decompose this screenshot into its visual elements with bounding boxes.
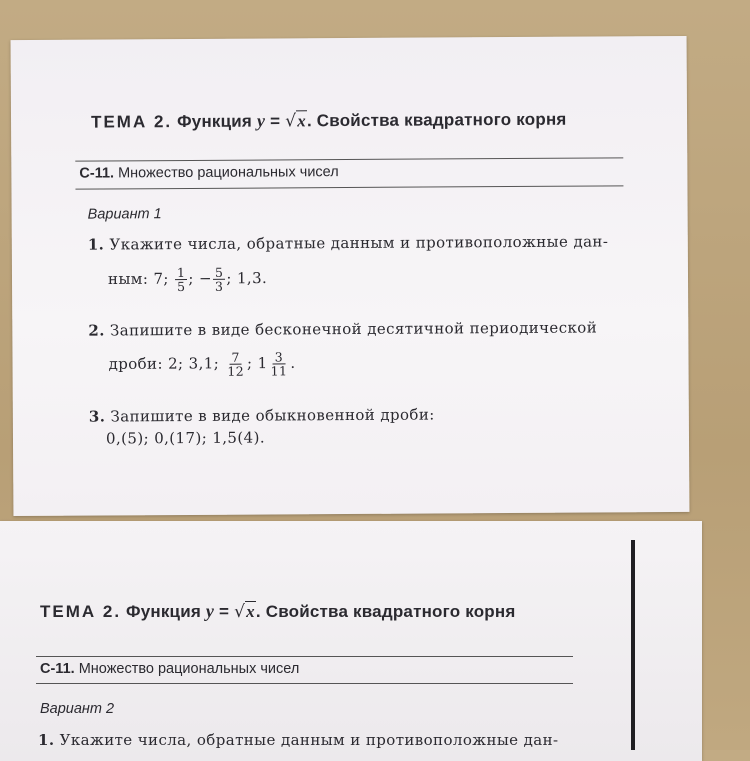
separator: ; 1	[246, 354, 268, 373]
formula-equals: =	[270, 111, 281, 131]
topic-number: ТЕМА 2.	[40, 602, 122, 621]
formula-x: x	[246, 602, 255, 621]
topic-name: . Свойства квадратного корня	[255, 602, 516, 621]
task-1-line-1	[38, 731, 558, 749]
task-text: Укажите числа, обратные данным и противоположные дан-	[59, 731, 559, 749]
task-number: 3.	[88, 407, 106, 426]
variant-label: Вариант 2	[40, 701, 115, 717]
divider-bottom	[75, 185, 623, 189]
fraction-five-thirds: $\frac{5}{3}$	[214, 264, 224, 294]
task-text: Запишите в виде бесконечной десятичной периодической	[109, 318, 598, 340]
separator: ;	[188, 269, 194, 288]
task-1-line-2	[108, 266, 267, 294]
radical-sign: √	[285, 111, 297, 132]
task-number: 2.	[88, 321, 105, 340]
task-text: ным: 7;	[107, 269, 169, 288]
task-3-line-2: 0,(5); 0,(17); 1,5(4).	[105, 428, 266, 448]
task-3-line-1	[89, 405, 435, 425]
topic-number: ТЕМА 2.	[90, 112, 173, 132]
fraction-one-fifth: $\frac{1}{5}$	[176, 265, 186, 295]
divider-top	[36, 656, 573, 657]
fraction-seven-twelfths: $\frac{7}{12}$	[227, 349, 245, 379]
task-number: 1.	[38, 731, 55, 749]
variant-label: Вариант 1	[87, 206, 162, 223]
worksheet-variant-2	[0, 521, 702, 761]
topic-title	[40, 601, 515, 622]
task-text: Укажите числа, обратные данным и противоположные дан-	[109, 232, 609, 254]
worksheet-variant-1	[11, 36, 690, 516]
section-code: С-11.	[40, 661, 75, 677]
topic-function-label: Функция	[126, 602, 201, 621]
formula-x: x	[297, 111, 306, 131]
binder-edge	[631, 540, 635, 750]
task-text: .	[290, 353, 296, 372]
task-2-line-1	[88, 318, 597, 339]
section-name: Множество рациональных чисел	[78, 661, 300, 677]
section-name: Множество рациональных чисел	[118, 164, 339, 182]
formula-y: y	[205, 601, 215, 621]
sqrt-formula	[285, 111, 307, 131]
radical-sign: √	[234, 602, 246, 622]
divider-bottom	[36, 683, 573, 684]
task-number: 1.	[87, 235, 105, 254]
sqrt-formula	[234, 602, 256, 622]
task-text: ; 1,3.	[226, 269, 268, 288]
task-1-line-1	[88, 232, 609, 253]
section-code: С-11.	[79, 165, 115, 182]
task-text: Запишите в виде обыкновенной дроби:	[110, 405, 435, 426]
section-heading	[40, 661, 299, 677]
task-text: дроби: 2; 3,1;	[108, 354, 220, 373]
topic-name: . Свойства квадратного корня	[306, 109, 567, 131]
fraction-three-elevenths: $\frac{3}{11}$	[270, 349, 288, 379]
topic-title	[91, 109, 567, 133]
topic-function-label: Функция	[176, 111, 253, 132]
section-heading	[79, 164, 338, 182]
formula-equals: =	[219, 602, 230, 621]
formula-y: y	[256, 110, 266, 131]
task-2-line-2	[108, 350, 295, 378]
minus-sign: −	[198, 269, 213, 288]
divider-top	[75, 157, 623, 161]
